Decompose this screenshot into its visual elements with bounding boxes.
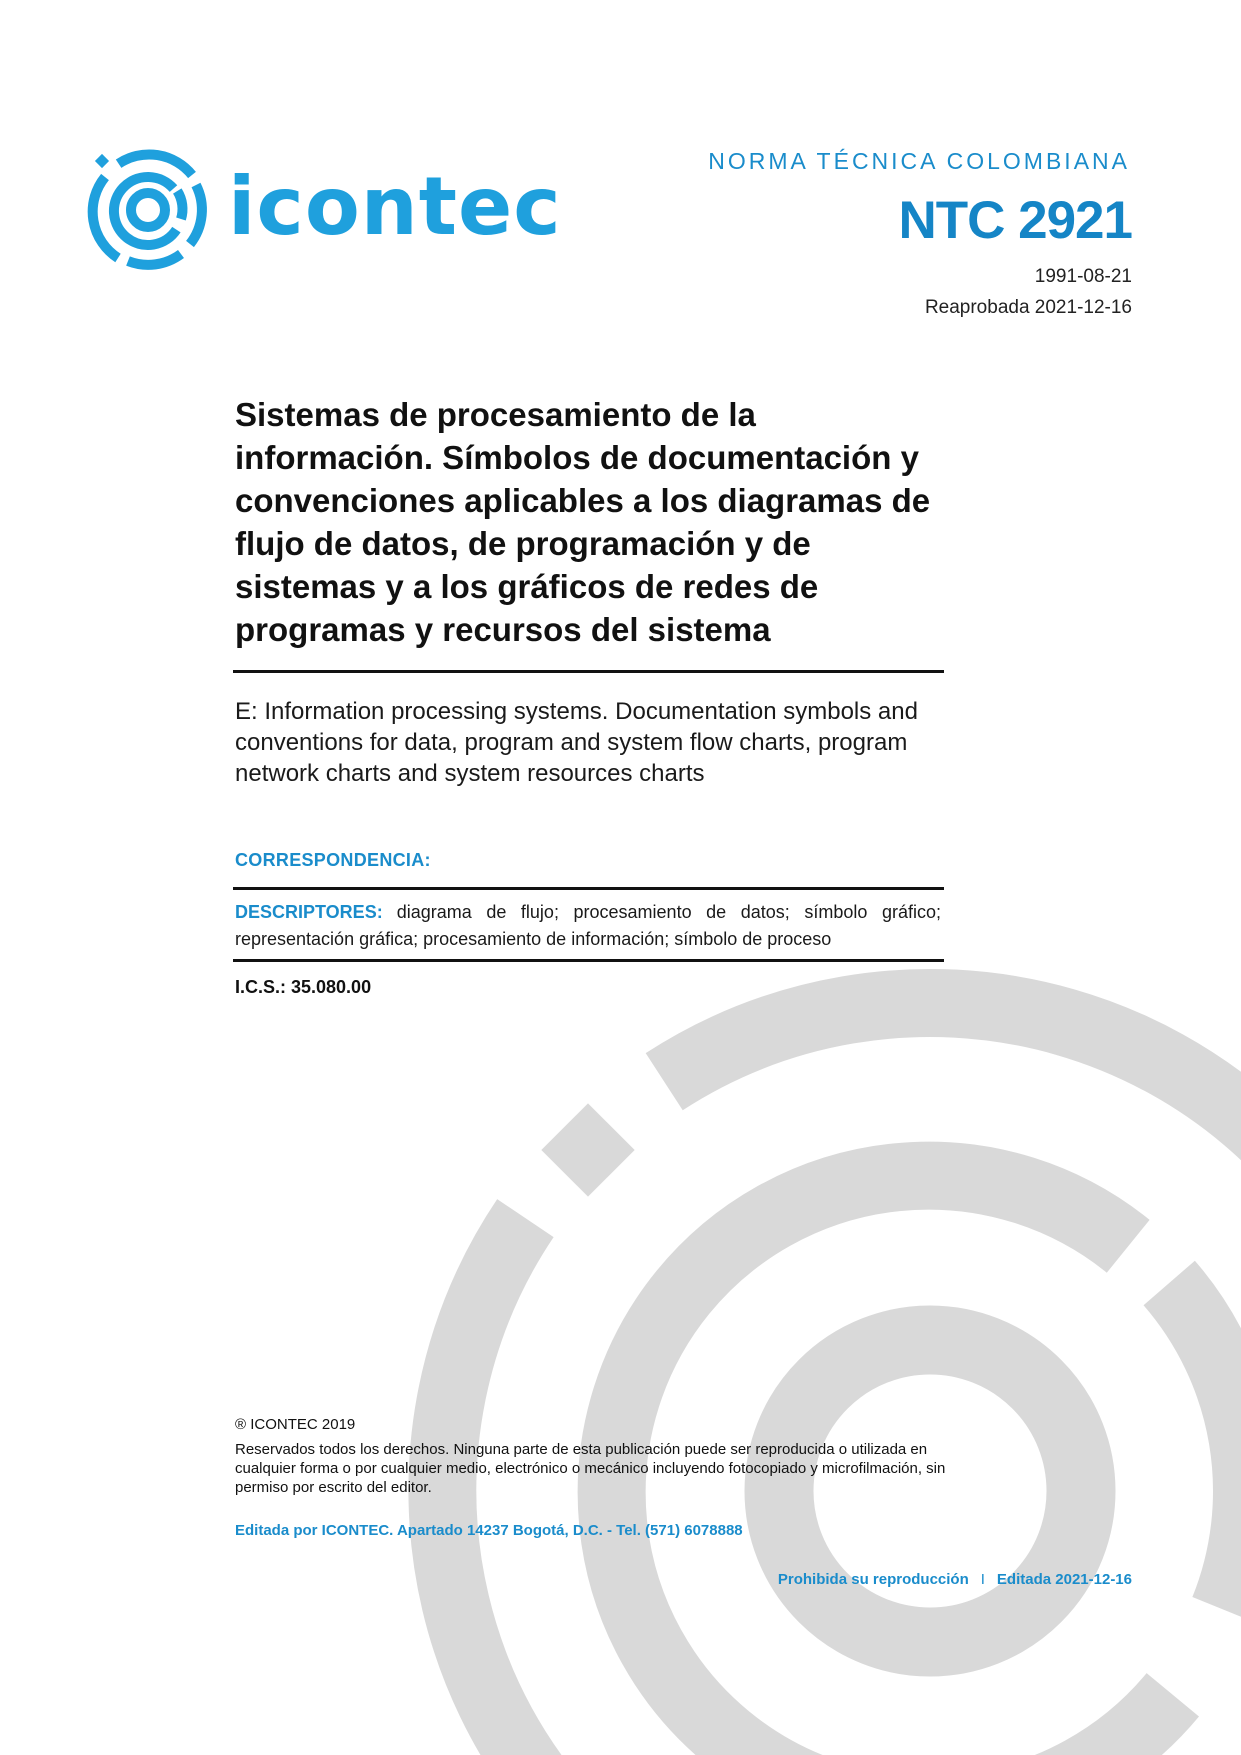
correspondence-label-text: CORRESPONDENCIA: (235, 850, 431, 870)
descriptors-value: diagrama de flujo; procesamiento de datos; símbolo gráfico; representación gráfica; procesamiento de información; símbolo de proceso (235, 902, 941, 949)
copyright-notice: ® ICONTEC 2019 (235, 1416, 356, 1433)
ics-code: I.C.S.: 35.080.00 (235, 977, 372, 997)
correspondence-divider (233, 887, 944, 890)
standard-code: NTC 2921 (898, 191, 1132, 250)
logo-wordmark: icontec (228, 160, 562, 253)
edition-date: Editada 2021-12-16 (996, 1571, 1132, 1588)
correspondence-label (235, 850, 431, 871)
original-date: 1991-08-21 (1034, 266, 1132, 287)
editor-contact: Editada por ICONTEC. Apartado 14237 Bogotá, D.C. - Tel. (571) 6078888 (235, 1522, 743, 1539)
standard-type-label: NORMA TÉCNICA COLOMBIANA (708, 148, 1130, 174)
reproduction-notice: Prohibida su reproducción (777, 1571, 969, 1588)
document-title: Sistemas de procesamiento de la información. Símbolos de documentación y convenciones aplicables a los diagramas de flujo de datos, de programación y de sistemas y a los gráficos de redes de programas y recursos del sistema (235, 396, 931, 648)
icontec-logo (78, 140, 562, 280)
descriptors-label: DESCRIPTORES: (235, 902, 383, 922)
title-divider (233, 670, 944, 673)
rights-reserved-text: Reservados todos los derechos. Ninguna parte de esta publicación puede ser reproducida o utilizada en cualquier forma o por cualquier medio, electrónico o mecánico incluyendo fotocopiado y microfilmación, sin permiso por escrito del editor. (235, 1441, 946, 1496)
descriptors-block (235, 899, 941, 953)
english-title: E: Information processing systems. Documentation symbols and conventions for data, program and system flow charts, program network charts and system resources charts (235, 698, 918, 787)
icontec-symbol-icon (78, 140, 218, 280)
reapproval-date: Reaprobada 2021-12-16 (924, 297, 1132, 318)
footer-edition-line (778, 1571, 1132, 1588)
footer-separator: I (980, 1571, 985, 1588)
descriptors-divider (233, 959, 944, 962)
